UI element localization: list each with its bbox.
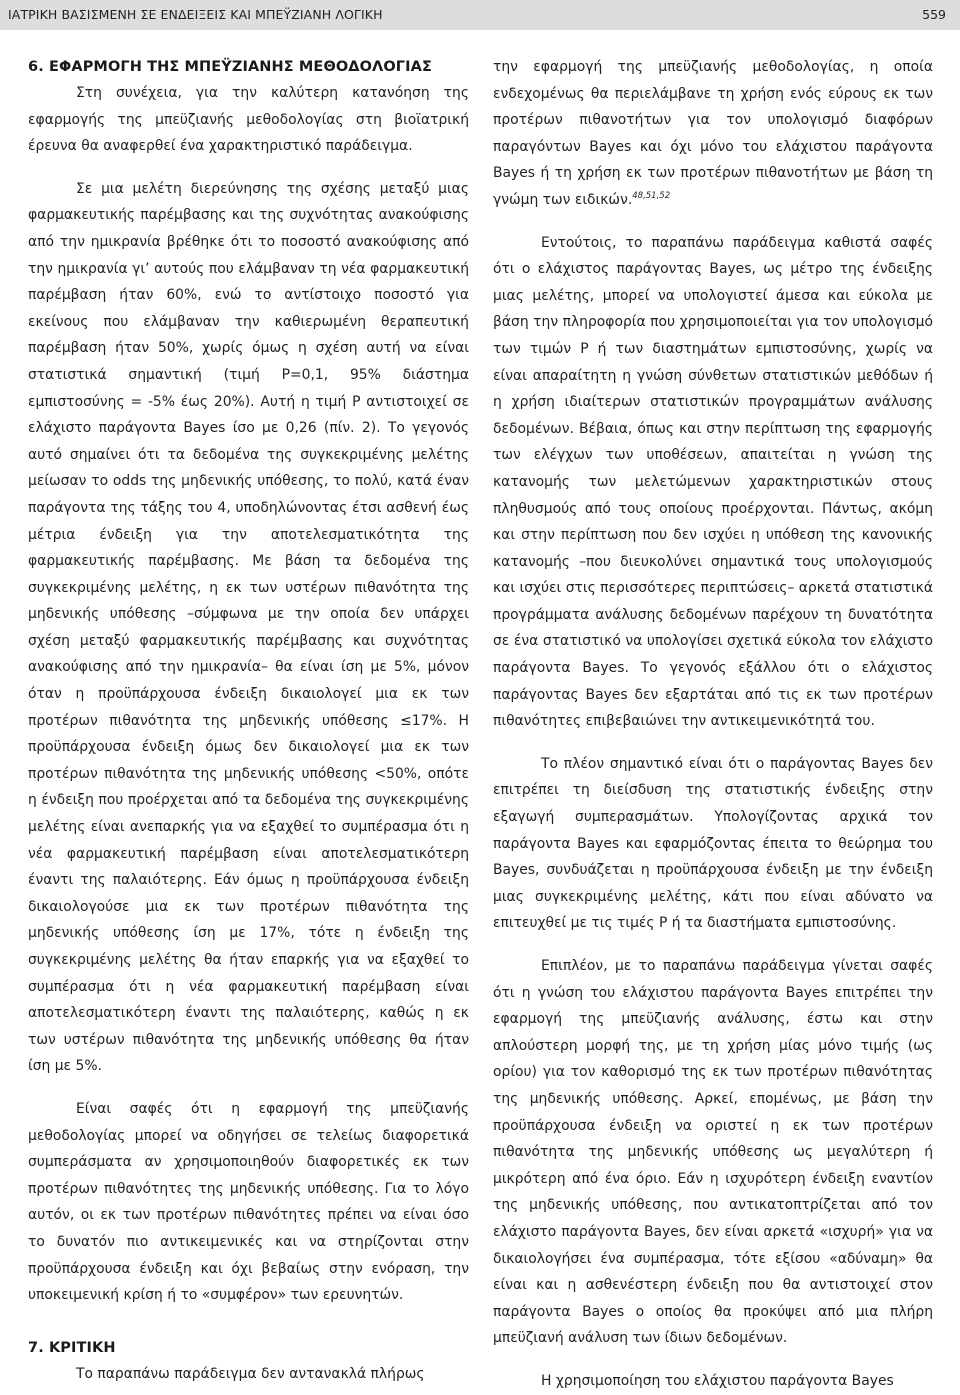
page-number: 559 — [922, 7, 946, 22]
running-header-bar — [0, 0, 960, 30]
continuation-text: την εφαρμογή της μπεϋζιανής μεθοδολογίας, η οποία ενδεχομένως θα περιελάμβανε τη χρήση ενός εύρους εκ των προτέρων πιθανοτήτων για τον υπολογισμό διαφόρων παραγόντων Bayes και όχι μόνο του ελάχιστου παράγοντα Bayes ή τη χρήση εκ των προτέρων πιθανοτήτων με βάση τη γνώμη των ειδικών. — [493, 59, 933, 208]
left-column — [28, 54, 469, 1387]
running-title: ΙΑΤΡΙΚΗ ΒΑΣΙΣΜΕΝΗ ΣΕ ΕΝΔΕΙΞΕΙΣ ΚΑΙ ΜΠΕΫΖΙΑΝΗ ΛΟΓΙΚΗ — [8, 7, 383, 22]
paragraph-example: Σε μια μελέτη διερεύνησης της σχέσης μεταξύ μιας φαρμακευτικής παρέμβασης και της συχνότητας ανακούφισης από την ημικρανία βρέθηκε ότι το ποσοστό ανακούφισης από την ημικρανία γι’ αυτούς που ελάμβαναν τη νέα φαρμακευτική παρέμβαση ήταν 60%, ενώ το αντίστοιχο ποσοστό για εκείνους που ελάμβαναν την καθιερωμένη θεραπευτική παρέμβαση ήταν 50%, χωρίς όμως η σχέση αυτή να είναι στατιστικά σημαντική (τιμή P=0,1, 95% διάστημα εμπιστοσύνης = -5% έως 20%). Αυτή η τιμή P αντιστοιχεί σε ελάχιστο παράγοντα Bayes ίσο με 0,26 (πίν. 2). Το γεγονός αυτό σημαίνει ότι τα δεδομένα της συγκεκριμένης μελέτης μείωσαν το odds της μηδενικής υπόθεσης, το πολύ, κατά έναν παράγοντα της τάξης του 4, υποδηλώνοντας έτσι ασθενή έως μέτρια ένδειξη για την αποτελεσματικότητα της φαρμακευτικής παρέμβασης. Με βάση τα δεδομένα της συγκεκριμένης μελέτης, η εκ των υστέρων πιθανότητα της μηδενικής υπόθεσης –σύμφωνα με την οποία δεν υπάρχει σχέση μεταξύ φαρμακευτικής παρέμβασης και συχνότητας ανακούφισης από την ημικρανία– θα είναι ίση με 5%, μόνον όταν η προϋπάρχουσα ένδειξη δικαιολογεί μια εκ των προτέρων πιθανότητα της μηδενικής υπόθεσης ≤17%. Η προϋπάρχουσα ένδειξη όμως δεν δικαιολογεί μια εκ των προτέρων πιθανότητα της μηδενικής υπόθεσης <50%, οπότε η ένδειξη που προέρχεται από τα δεδομένα της συγκεκριμένης μελέτης είναι ανεπαρκής για να εξαχθεί το συμπέρασμα ότι η νέα φαρμακευτική παρέμβαση είναι αποτελεσματικότερη έναντι της παλαιότερης. Εάν όμως η προϋπάρχουσα ένδειξη δικαιολογούσε μια εκ των προτέρων πιθανότητα της μηδενικής υπόθεσης ίση με 17%, τότε η ένδειξη της συγκεκριμένης μελέτης θα ήταν επαρκής για να εξαχθεί το συμπέρασμα ότι η νέα φαρμακευτική παρέμβαση είναι αποτελεσματικότερη έναντι της παλαιότερης, καθώς η εκ των υστέρων πιθανότητα της μηδενικής υπόθεσης θα ήταν ίση με 5%. — [28, 180, 469, 1075]
paragraph-continuation — [493, 54, 933, 214]
section-7-heading: 7. ΚΡΙΤΙΚΗ — [28, 1339, 116, 1356]
paragraph-furthermore: Επιπλέον, με το παραπάνω παράδειγμα γίνεται σαφές ότι η γνώση του ελάχιστου παράγοντα Bayes επιτρέπει την εφαρμογή της μπεϋζιανής ανάλυσης, έστω και στην απλούστερη μορφή της, με τη χρήση μίας μόνο τιμής (ως ορίου) για τον καθορισμό της εκ των προτέρων πιθανότητας της μηδενικής υπόθεσης. Αρκεί, επομένως, με βάση την προϋπάρχουσα ένδειξη να οριστεί η εκ των προτέρων πιθανότητα της μηδενικής υπόθεσης ως μεγαλύτερη ή μικρότερη από ένα όριο. Εάν η ισχυρότερη ένδειξη εναντίον της μηδενικής υπόθεσης, που αντικατοπτρίζεται από τον ελάχιστο παράγοντα Bayes, δεν είναι αρκετά «ισχυρή» για να δικαιολογήσει ένα συμπέρασμα, τότε εξίσου «αδύναμη» θα είναι και η ασθενέστερη ένδειξη που θα αντιστοιχεί στον παράγοντα Bayes ο οποίος θα προκύψει από μια πλήρη μπεϋζιανή ανάλυση των ίδιων δεδομένων. — [493, 958, 933, 1347]
right-column — [493, 54, 933, 1395]
paragraph-important: Το πλέον σημαντικό είναι ότι ο παράγοντας Bayes δεν επιτρέπει τη διείσδυση της στατιστικής ένδειξης στην εξαγωγή συμπερασμάτων. Υπολογίζοντας αρχικά τον παράγοντα Bayes και εφαρμόζοντας έπειτα το θεώρημα του Bayes, συνδυάζεται η προϋπάρχουσα ένδειξη με την ένδειξη μιας συγκεκριμένης μελέτης, κάτι που είναι αδύνατο να επιτευχθεί με τις τιμές P ή τα διαστήματα εμπιστοσύνης. — [493, 755, 933, 932]
paragraph-intro: Στη συνέχεια, για την καλύτερη κατανόηση της εφαρμογής της μπεϋζιανής μεθοδολογίας στη βιοϊατρική έρευνα θα αναφερθεί ένα χαρακτηριστικό παράδειγμα. — [28, 85, 469, 155]
reference-superscript: 48,51,52 — [632, 190, 671, 201]
paragraph-critique-start: Το παραπάνω παράδειγμα δεν αντανακλά πλήρως — [76, 1365, 425, 1382]
paragraph-minimum-bayes: Εντούτοις, το παραπάνω παράδειγμα καθιστά σαφές ότι ο ελάχιστος παράγοντας Bayes, ως μέτρο της ένδειξης μιας μελέτης, μπορεί να υπολογιστεί άμεσα και εύκολα με βάση την πληροφορία που χρησιμοποιείται για τον υπολογισμό των τιμών P ή των διαστημάτων εμπιστοσύνης, χωρίς να είναι απαραίτητη η γνώση σύνθετων στατιστικών μεθόδων ή η χρήση ιδιαίτερων στατιστικών προγραμμάτων ανάλυσης δεδομένων. Βέβαια, όπως και στην περίπτωση της εφαρμογής των ελέγχων των υποθέσεων, απαιτείται η γνώση της κατανομής των μελετώμενων χαρακτηριστικών στους πληθυσμούς από τους οποίους προέρχονται. Πάντως, ακόμη και στην περίπτωση που δεν ισχύει η υπόθεση της κανονικής κατανομής –που διευκολύνει σημαντικά τους υπολογισμούς και ισχύει στις περισσότερες περιπτώσεις– αρκετά στατιστικά προγράμματα ανάλυσης δεδομένων παρέχουν τη δυνατότητα σε ένα στατιστικό να υπολογίσει σχετικά εύκολα τον ελάχιστο παράγοντα Bayes. Το γεγονός εξάλλου ότι ο ελάχιστος παράγοντας Bayes δεν εξαρτάται από τις εκ των προτέρων πιθανότητες επιβεβαιώνει την αντικειμενικότητά του. — [493, 234, 933, 730]
paragraph-use-of-minimum: Η χρησιμοποίηση του ελάχιστου παράγοντα Bayes — [541, 1372, 894, 1389]
paragraph-conclusion: Είναι σαφές ότι η εφαρμογή της μπεϋζιανής μεθοδολογίας μπορεί να οδηγήσει σε τελείως διαφορετικά συμπεράσματα αν χρησιμοποιηθούν διαφορετικές εκ των προτέρων πιθανότητες της μηδενικής υπόθεσης. Για το λόγο αυτόν, οι εκ των προτέρων πιθανότητες πρέπει να είναι όσο το δυνατόν πιο αντικειμενικές και να στηρίζονται στην προϋπάρχουσα ένδειξη και όχι βεβαίως στην ενόραση, την υποκειμενική κρίση ή το «συμφέρον» των ερευνητών. — [28, 1100, 469, 1304]
section-6-heading: 6. ΕΦΑΡΜΟΓΗ ΤΗΣ ΜΠΕΫΖΙΑΝΗΣ ΜΕΘΟΔΟΛΟΓΙΑΣ — [28, 59, 432, 75]
